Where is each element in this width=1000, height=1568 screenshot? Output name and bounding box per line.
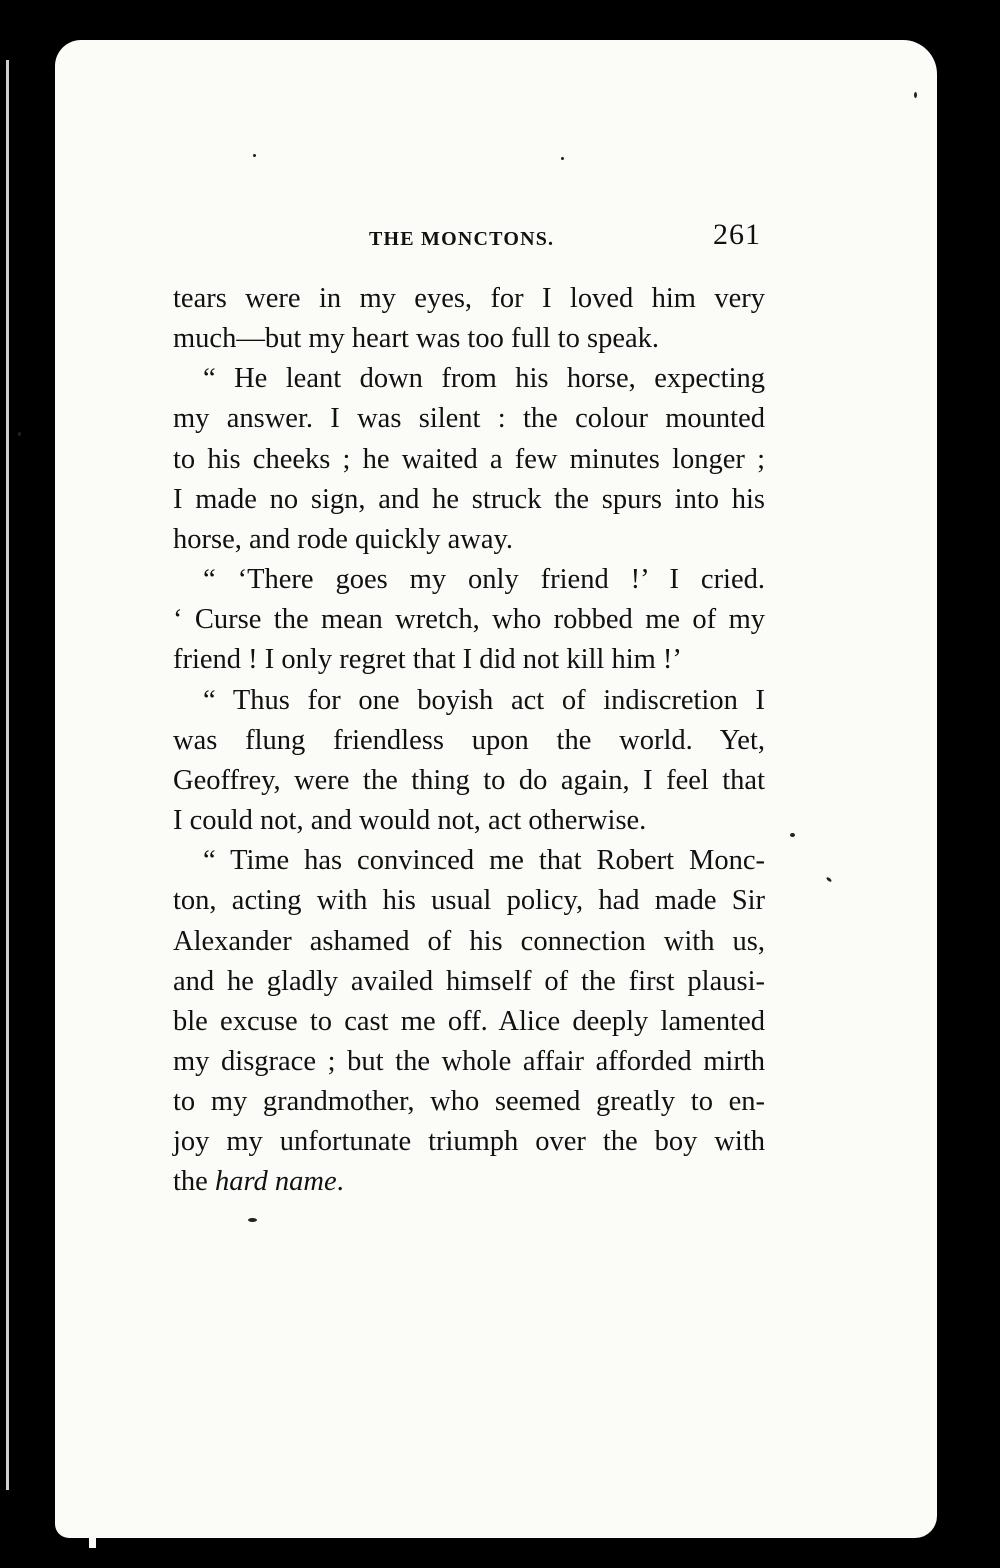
final-line-tail: . [336,1166,344,1198]
final-line [173,1162,765,1202]
text-line: “ ‘There goes my only friend !’ I cried. [203,564,765,596]
text-line: tears were in my eyes, for I loved him very [173,283,765,314]
text-line: “ He leant down from his horse, expecting [203,363,765,395]
text-line: “ Time has convinced me that Robert Monc- [203,845,765,877]
scan-speck [18,432,21,436]
body-text [173,279,765,1203]
scan-speck [561,157,564,160]
text-line: ton, acting with his usual policy, had made Sir [173,885,765,917]
text-line: much—but my heart was too full to speak. [173,323,659,355]
scan-speck [248,1218,257,1222]
binding-edge [6,60,9,1490]
text-line: joy my unfortunate triumph over the boy with [173,1126,765,1158]
text-line: I could not, and would not, act otherwise. [173,805,647,837]
scan-speck [914,92,917,98]
text-line: my disgrace ; but the whole affair afforded mirth [173,1045,765,1077]
scan-speck [253,154,256,157]
text-line: my answer. I was silent : the colour mounted [173,403,765,435]
final-line-lead: the [173,1166,215,1198]
text-line: “ Thus for one boyish act of indiscretion I [203,684,765,716]
text-line: to his cheeks ; he waited a few minutes longer ; [173,443,765,475]
text-line: Geoffrey, were the thing to do again, I feel that [173,764,765,796]
text-line: was flung friendless upon the world. Yet, [173,724,765,756]
page-header [173,218,765,258]
text-line: horse, and rode quickly away. [173,523,514,555]
running-title: THE MONCTONS. [369,228,555,250]
text-line: to my grandmother, who seemed greatly to en- [173,1086,765,1118]
text-line: I made no sign, and he struck the spurs into his [173,483,765,515]
text-line: and he gladly availed himself of the first plausi- [173,965,765,997]
text-line: ble excuse to cast me off. Alice deeply lamented [173,1005,765,1037]
text-line: Alexander ashamed of his connection with us, [173,925,765,957]
text-line: friend ! I only regret that I did not kill him !’ [173,644,682,676]
scan-speck [790,833,795,837]
page-edge [89,98,96,1548]
text-line: ‘ Curse the mean wretch, who robbed me of my [173,604,765,636]
italic-phrase: hard name [214,1166,337,1198]
page-number: 261 [713,218,761,251]
